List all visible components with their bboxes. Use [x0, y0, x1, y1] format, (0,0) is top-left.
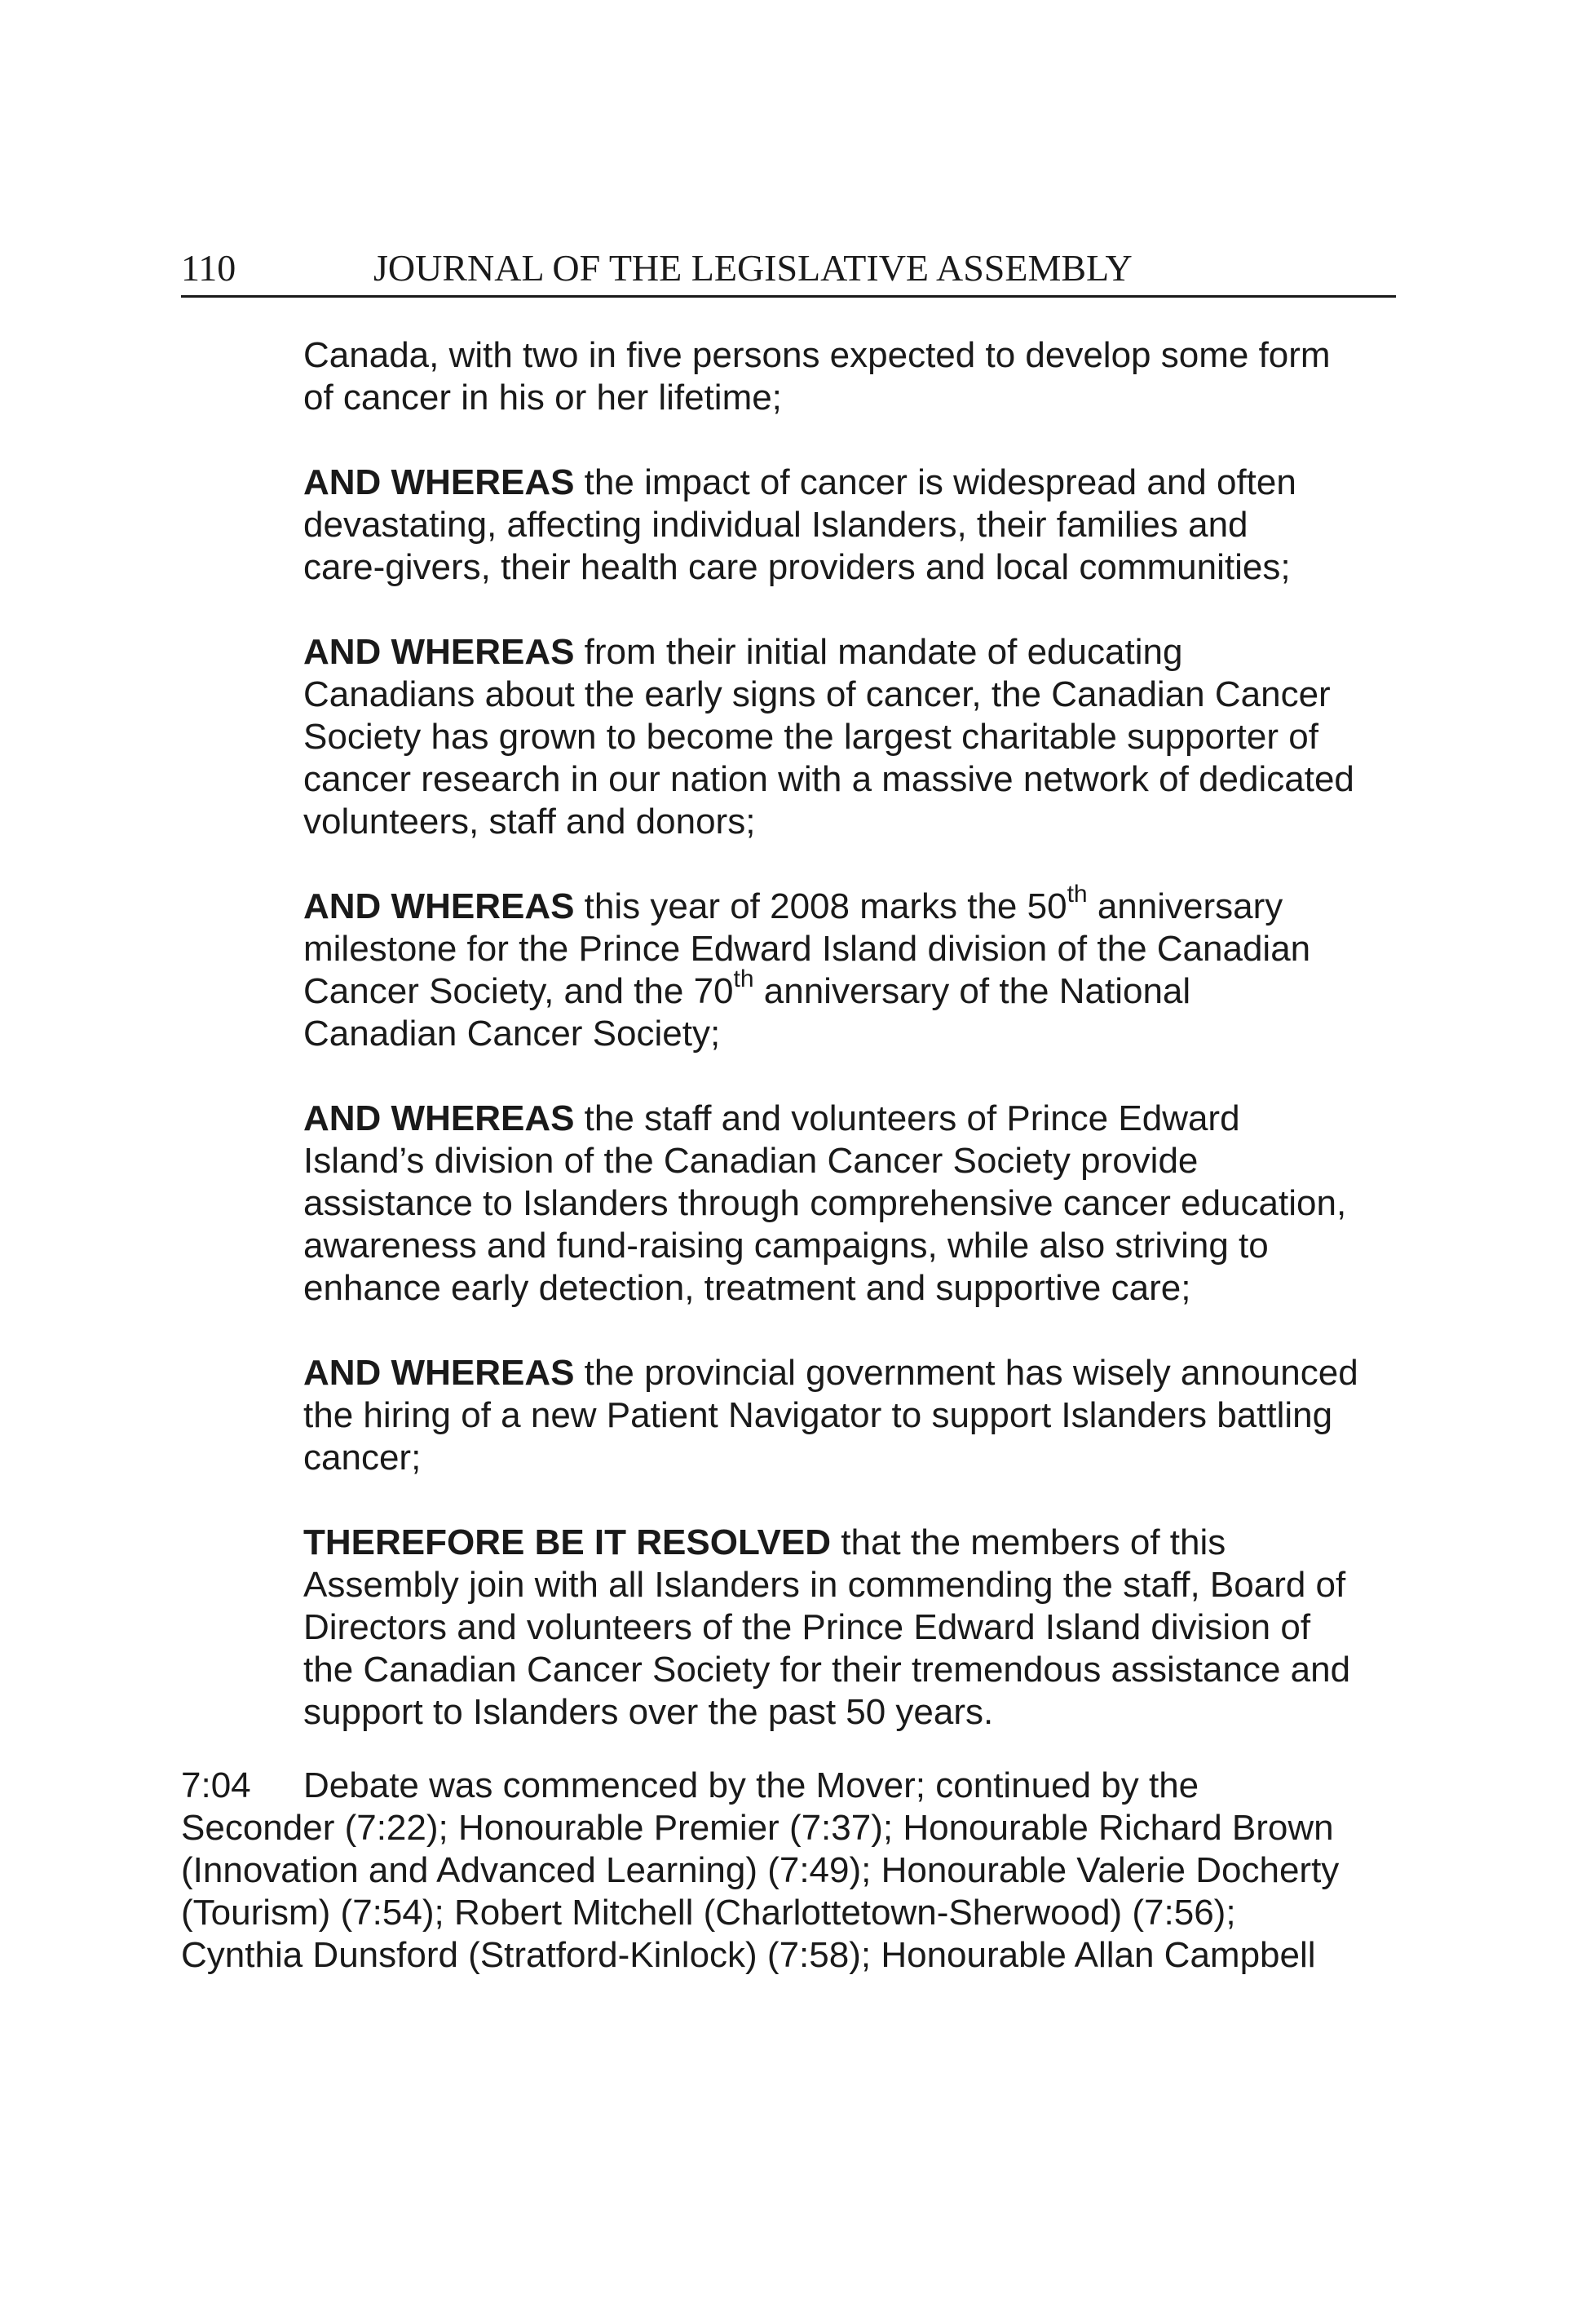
text-line	[303, 881, 1404, 928]
text-line: Cynthia Dunsford (Stratford-Kinlock) (7:58); Honourable Allan Campbell	[181, 1935, 1316, 1975]
text-line: assistance to Islanders through comprehensive cancer education,	[303, 1183, 1347, 1223]
text-line	[303, 1352, 1404, 1394]
text-line: enhance early detection, treatment and supportive care;	[303, 1268, 1191, 1308]
resolved-paragraph	[303, 1522, 1404, 1734]
text-line: support to Islanders over the past 50 years.	[303, 1692, 994, 1732]
text-line: Seconder (7:22); Honourable Premier (7:37); Honourable Richard Brown	[181, 1808, 1334, 1848]
text-fragment: the impact of cancer is widespread and often	[574, 462, 1296, 502]
paragraph-lead: AND WHEREAS	[303, 1353, 575, 1393]
text-line: Canadians about the early signs of cancer, the Canadian Cancer	[303, 674, 1331, 714]
text-line: care-givers, their health care providers and local communities;	[303, 547, 1291, 587]
text-line	[303, 631, 1404, 674]
text-fragment: this year of 2008 marks the 50	[574, 886, 1067, 926]
text-line: cancer;	[303, 1438, 422, 1478]
ordinal-suffix: th	[1067, 881, 1088, 908]
text-line: cancer research in our nation with a massive network of dedicated	[303, 759, 1354, 799]
text-line	[303, 462, 1404, 504]
running-title: JOURNAL OF THE LEGISLATIVE ASSEMBLY	[373, 247, 1133, 289]
resolution-paragraph-continuation	[303, 334, 1404, 419]
text-line: of cancer in his or her lifetime;	[303, 378, 782, 418]
text-line: (Tourism) (7:54); Robert Mitchell (Charlottetown-Sherwood) (7:56);	[181, 1893, 1236, 1933]
text-fragment: anniversary of the National	[753, 971, 1191, 1011]
paragraph-lead: AND WHEREAS	[303, 886, 575, 926]
text-line: volunteers, staff and donors;	[303, 802, 756, 842]
text-line	[303, 1098, 1404, 1140]
resolution-text	[303, 334, 1404, 1734]
whereas-paragraph-impact	[303, 462, 1404, 589]
text-line: the Canadian Cancer Society for their tremendous assistance and	[303, 1650, 1351, 1690]
text-line: (Innovation and Advanced Learning) (7:49); Honourable Valerie Docherty	[181, 1850, 1340, 1890]
text-fragment: that the members of this	[831, 1522, 1226, 1562]
text-line: Canada, with two in five persons expected to develop some form	[303, 335, 1331, 375]
text-line: devastating, affecting individual Islanders, their families and	[303, 505, 1248, 545]
text-line: the hiring of a new Patient Navigator to support Islanders battling	[303, 1395, 1333, 1435]
text-line: Island’s division of the Canadian Cancer Society provide	[303, 1141, 1199, 1181]
text-fragment: Debate was commenced by the Mover; continued by the	[303, 1765, 1199, 1805]
page-number: 110	[181, 247, 236, 289]
whereas-paragraph-staff	[303, 1098, 1404, 1310]
ordinal-suffix: th	[733, 965, 754, 993]
text-line: Assembly join with all Islanders in commending the staff, Board of	[303, 1565, 1346, 1605]
whereas-paragraph-mandate	[303, 631, 1404, 843]
debate-record	[181, 1765, 1404, 1977]
text-fragment: the staff and volunteers of Prince Edward	[574, 1098, 1240, 1138]
paragraph-lead: AND WHEREAS	[303, 632, 575, 672]
text-line: Canadian Cancer Society;	[303, 1014, 721, 1054]
text-fragment: anniversary	[1087, 886, 1283, 926]
text-fragment: from their initial mandate of educating	[574, 632, 1183, 672]
paragraph-lead: AND WHEREAS	[303, 462, 575, 502]
text-line: Directors and volunteers of the Prince Edward Island division of	[303, 1607, 1311, 1647]
text-line: milestone for the Prince Edward Island division of the Canadian	[303, 929, 1311, 969]
debate-timestamp: 7:04	[181, 1765, 251, 1805]
text-line	[303, 965, 1404, 1013]
paragraph-lead: THEREFORE BE IT RESOLVED	[303, 1522, 832, 1562]
text-line: awareness and fund-raising campaigns, while also striving to	[303, 1226, 1269, 1266]
text-line: Society has grown to become the largest charitable supporter of	[303, 717, 1318, 757]
text-line	[181, 1765, 1404, 1807]
text-fragment: the provincial government has wisely announced	[574, 1353, 1358, 1393]
whereas-paragraph-anniversary	[303, 881, 1404, 1055]
paragraph-lead: AND WHEREAS	[303, 1098, 575, 1138]
text-line	[303, 1522, 1404, 1564]
whereas-paragraph-navigator	[303, 1352, 1404, 1479]
page-header	[181, 241, 1396, 298]
text-fragment: Cancer Society, and the 70	[303, 971, 734, 1011]
